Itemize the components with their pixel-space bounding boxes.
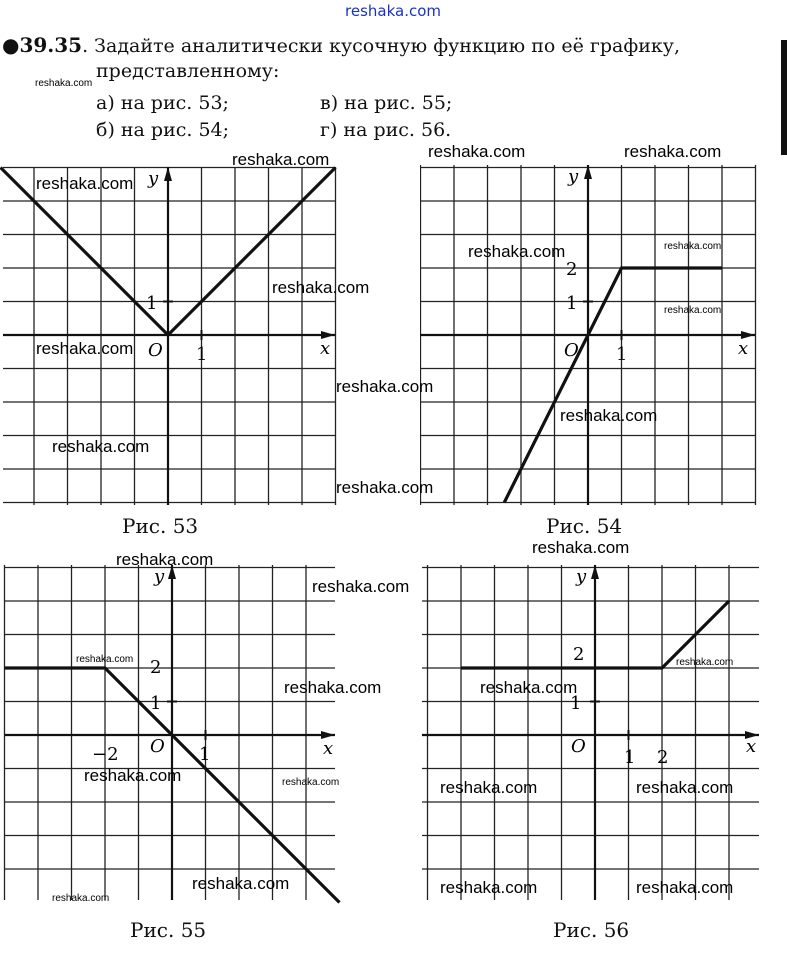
y-tick-label: 1 — [146, 293, 158, 314]
x-tick-label: 1 — [196, 344, 208, 365]
watermark: reshaka.com — [284, 678, 382, 697]
problem-text: . Задайте аналитически кусочную функцию по её графику, — [82, 35, 680, 57]
watermark: reshaka.com — [440, 878, 538, 897]
y-tick-label: 2 — [573, 644, 585, 665]
origin-label: O — [564, 340, 579, 361]
watermark: reshaka.com — [468, 242, 566, 261]
item-a: а) на рис. 53; — [96, 92, 229, 114]
watermark: reshaka.com — [272, 278, 370, 297]
watermark: reshaka.com — [480, 678, 578, 697]
origin-label: O — [571, 736, 586, 757]
x-tick-label: 1 — [199, 744, 211, 765]
origin-label: O — [150, 736, 165, 757]
watermark: reshaka.com — [676, 657, 734, 668]
watermark: reshaka.com — [636, 878, 734, 897]
x-axis-label: x — [738, 338, 749, 359]
x-axis-label: x — [320, 338, 331, 359]
watermark: reshaka.com — [336, 478, 434, 497]
item-g: г) на рис. 56. — [320, 119, 452, 141]
x-tick-label: −2 — [92, 744, 119, 765]
watermark: reshaka.com — [192, 874, 290, 893]
watermark: reshaka.com — [116, 550, 214, 569]
watermark: reshaka.com — [36, 174, 134, 193]
caption-53: Рис. 53 — [122, 514, 199, 538]
caption-54: Рис. 54 — [546, 514, 623, 538]
x-tick-label: 1 — [616, 344, 628, 365]
watermark: reshaka.com — [76, 654, 134, 665]
item-v: в) на рис. 55; — [320, 92, 453, 114]
watermark: reshaka.com — [35, 78, 93, 89]
watermark: reshaka.com — [532, 538, 630, 557]
x-axis-label: x — [323, 738, 334, 759]
y-tick-label: 2 — [566, 259, 578, 280]
y-axis-label: y — [154, 566, 165, 587]
y-tick-label: 1 — [150, 693, 162, 714]
item-b: б) на рис. 54; — [96, 119, 230, 141]
watermark: reshaka.com — [52, 437, 150, 456]
x-tick-label: 2 — [657, 747, 669, 768]
y-axis-label: y — [148, 168, 159, 189]
problem-number: 39.35 — [19, 33, 83, 57]
watermark: reshaka.com — [428, 142, 526, 161]
watermark: reshaka.com — [664, 241, 722, 252]
watermark: reshaka.com — [52, 893, 110, 904]
x-tick-label: 1 — [624, 747, 636, 768]
watermark: reshaka.com — [336, 377, 434, 396]
problem-bullet: ● — [2, 33, 20, 57]
watermark: reshaka.com — [440, 778, 538, 797]
figure-53 — [0, 160, 345, 510]
problem-header — [2, 33, 680, 57]
figure-55 — [0, 560, 345, 915]
y-axis-label: y — [576, 566, 587, 587]
watermark: reshaka.com — [232, 150, 330, 169]
problem-text-2: представленному: — [96, 60, 280, 82]
y-tick-label: 1 — [570, 693, 582, 714]
watermark: reshaka.com — [282, 777, 340, 788]
x-axis-label: x — [746, 736, 757, 757]
watermark: reshaka.com — [84, 766, 182, 785]
y-axis-arrow — [164, 167, 172, 181]
graph-line — [504, 268, 722, 503]
watermark: reshaka.com — [624, 142, 722, 161]
figure-54 — [420, 160, 765, 510]
site-link[interactable]: reshaka.com — [345, 2, 441, 20]
origin-label: O — [148, 340, 163, 361]
caption-56: Рис. 56 — [553, 918, 630, 942]
y-tick-label: 2 — [150, 657, 162, 678]
watermark: reshaka.com — [36, 339, 134, 358]
y-axis-label: y — [568, 166, 579, 187]
watermark: reshaka.com — [664, 305, 722, 316]
watermark: reshaka.com — [636, 778, 734, 797]
page-edge-bar — [781, 40, 787, 155]
watermark: reshaka.com — [560, 406, 658, 425]
y-tick-label: 1 — [566, 293, 578, 314]
caption-55: Рис. 55 — [130, 918, 207, 942]
figure-56 — [420, 560, 765, 915]
watermark: reshaka.com — [312, 577, 410, 596]
